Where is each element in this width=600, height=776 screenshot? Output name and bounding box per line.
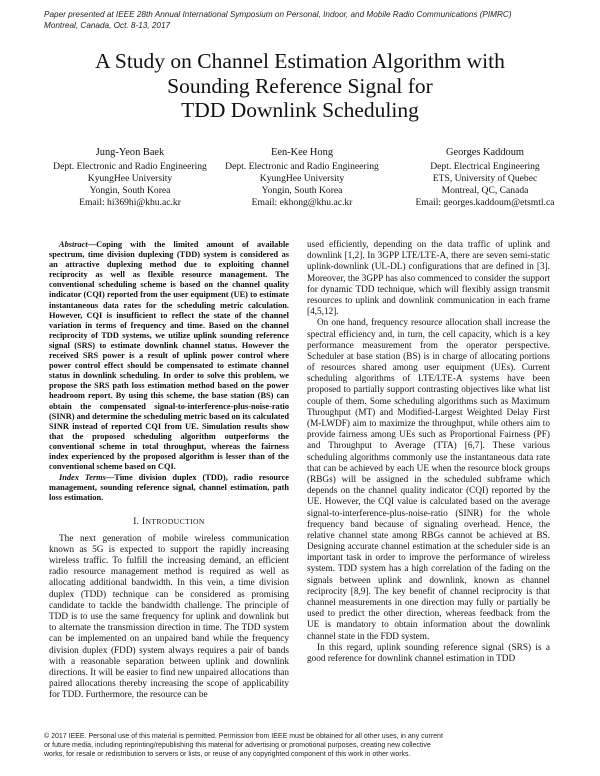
author-affiliation: Dept. Electronic and Radio Engineering <box>225 161 379 173</box>
author-kaddoum <box>400 147 570 209</box>
section-heading-introduction <box>49 516 289 527</box>
conference-note-line: Montreal, Canada, Oct. 8-13, 2017 <box>44 20 171 30</box>
author-block <box>0 147 600 209</box>
author-baek <box>50 147 210 209</box>
copyright-line: © 2017 IEEE. Personal use of this material is permitted. Permission from IEEE must be obtained for all other uses, in any current <box>44 733 443 740</box>
author-affiliation: Dept. Electrical Engineering <box>430 161 540 173</box>
copyright-footer <box>44 732 564 759</box>
abstract-label: Abstract <box>59 240 88 249</box>
author-name: Een-Kee Hong <box>270 147 334 158</box>
author-name: Jung-Yeon Baek <box>95 147 165 158</box>
author-hong <box>222 147 382 209</box>
intro-paragraph-1: The next generation of mobile wireless communication known as 5G is expected to support the rapidly increasing wireless traffic. To fulfill the increasing demand, an efficient radio resource management method is required as well as allocating additional bandwidth. In this vein, a time division duplex (TDD) technique can be considered as promising candidate to tackle the bandwidth challenge. The principle of TDD is to use the same frequency for uplink and downlink but to alternate the transmission direction in time. The TDD system can be implemented on an unpaired band while the frequency division duplex (FDD) system always requires a pair of bands with a reasonable separation between uplink and downlink directions. It will be easier to find new unpaired allocations than paired allocations thereby increasing the scope of applicability for TDD. Furthermore, the resource can be <box>49 533 289 701</box>
author-location: Montreal, QC, Canada <box>441 185 529 197</box>
author-location: Yongin, South Korea <box>261 185 343 197</box>
index-terms-label: Index Terms <box>59 473 106 483</box>
section-numeral: I. I <box>133 516 146 527</box>
abstract <box>49 240 289 472</box>
title-line: Sounding Reference Signal for <box>167 73 433 98</box>
paper-title <box>30 49 570 123</box>
author-email: Email: georges.kaddoum@etsmtl.ca <box>415 197 555 209</box>
author-email: Email: ekhong@khu.ac.kr <box>251 197 353 209</box>
author-institution: KyungHee University <box>87 173 173 185</box>
right-column <box>307 240 550 665</box>
left-column <box>49 240 289 701</box>
title-line: A Study on Channel Estimation Algorithm with <box>95 49 505 73</box>
author-email: Email: hi369hi@khu.ac.kr <box>79 197 181 209</box>
author-institution: ETS, University of Quebec <box>432 173 538 185</box>
copyright-line: or future media, including reprinting/republishing this material for advertising or promotional purposes, creating new collective <box>44 742 431 749</box>
index-terms <box>49 473 289 503</box>
author-location: Yongin, South Korea <box>89 185 171 197</box>
intro-paragraph-2: On one hand, frequency resource allocation shall increase the spectral efficiency and, in turn, the cell capacity, which is a key performance measurement from the operator perspective. Scheduler at base station (BS) is in charge of allocating portions of resources shared among user equipment (UEs). Current scheduling algorithms of LTE/LTE-A systems have been proposed to partially support contrasting objectives like what list couple of them. Some scheduling algorithms such as Maximum Throughput (MT) and Modified-Largest Weighted Delay First (M-LWDF) aim to maximize the throughput, while others aim to provide fairness among UEs such as Proportional Fairness (PF) and Throughput to Average (TTA) [6,7]. These various scheduling algorithms commonly use the instantaneous data rate that can be achieved by each UE when the resource block groups (RBGs) will be assigned in the scheduled subframe which depends on the channel quality indicator (CQI) reported by the UE. However, the CQI value is calculated based on the average signal-to-interference-plus-noise-ratio (SINR) for the whole frequency band because of signaling overhead. Hence, the relative channel state among RBGs cannot be achieved at BS. Designing accurate channel estimation at the scheduler side is an important task in order to improve the performance of wireless system. TDD system has a high correlation of the fading on the signals between uplink and downlink, known as channel reciprocity [8,9]. The key benefit of channel reciprocity is that channel measurements in one direction may fully or partially be used to predict the other direction, whereas feedback from the UE is mandatory to obtain information about the downlink channel state in the FDD system. <box>307 318 550 642</box>
title-line: TDD Downlink Scheduling <box>181 98 419 122</box>
author-name: Georges Kaddoum <box>445 147 524 158</box>
conference-note-line: Paper presented at IEEE 28th Annual International Symposium on Personal, Indoor, and Mobile Radio Communications (PIMRC) <box>44 10 512 19</box>
section-title: NTRODUCTION <box>145 517 205 527</box>
conference-note <box>44 10 564 31</box>
author-institution: KyungHee University <box>259 173 345 185</box>
index-terms-text: —Time division duplex (TDD), radio resource management, sounding reference signal, channel estimation, path loss estimation. <box>49 473 290 503</box>
copyright-line: works, for resale or redistribution to servers or lists, or reuse of any copyrighted component of this work in other works. <box>44 751 411 758</box>
intro-paragraph-1-continued: used efficiently, depending on the data traffic of uplink and downlink [1,2]. In 3GPP LTE/LTE-A, there are seven semi-static uplink-downlink (UL-DL) configurations that are defined in [3]. Moreover, the 3GPP has also commenced to consider the support for dynamic TDD technique, which will flexibly assign transmit resources to uplink and downlink communication in each frame [4,5,12]. <box>307 240 550 318</box>
author-affiliation: Dept. Electronic and Radio Engineering <box>53 161 207 173</box>
intro-paragraph-3: In this regard, uplink sounding reference signal (SRS) is a good reference for downlink channel estimation in TDD <box>307 642 550 664</box>
abstract-text: —Coping with the limited amount of available spectrum, time division duplexing (TDD) system is considered as an attractive duplexing method due to exploiting channel reciprocity as well as flexible resource management. The conventional scheduling scheme is based on the channel quality indicator (CQI) reported from the user equipment (UE) to estimate instantaneous data rates for the scheduling metric calculation. However, CQI is insufficient to reflect the state of the channel variation in terms of frequency and time. Based on the channel reciprocity of TDD systems, we utilize uplink sounding reference signal (SRS) to estimate downlink channel status. However the received SRS power is a result of uplink power control where power control effect should be compensated to estimate channel status in downlink scheduling. In order to solve this problem, we propose the SRS path loss estimation method based on the power headroom report. By using this scheme, the base station (BS) can obtain the compensated signal-to-interference-plus-noise-ratio (SINR) and determine the scheduling metric based on its calculated SINR instead of reported CQI from UE. Simulation results show that the proposed scheduling algorithm outperforms the conventional scheme in total throughput, whereas the fairness index experienced by the proposed algorithm is lesser than of the conventional scheme based on CQI. <box>49 240 289 472</box>
